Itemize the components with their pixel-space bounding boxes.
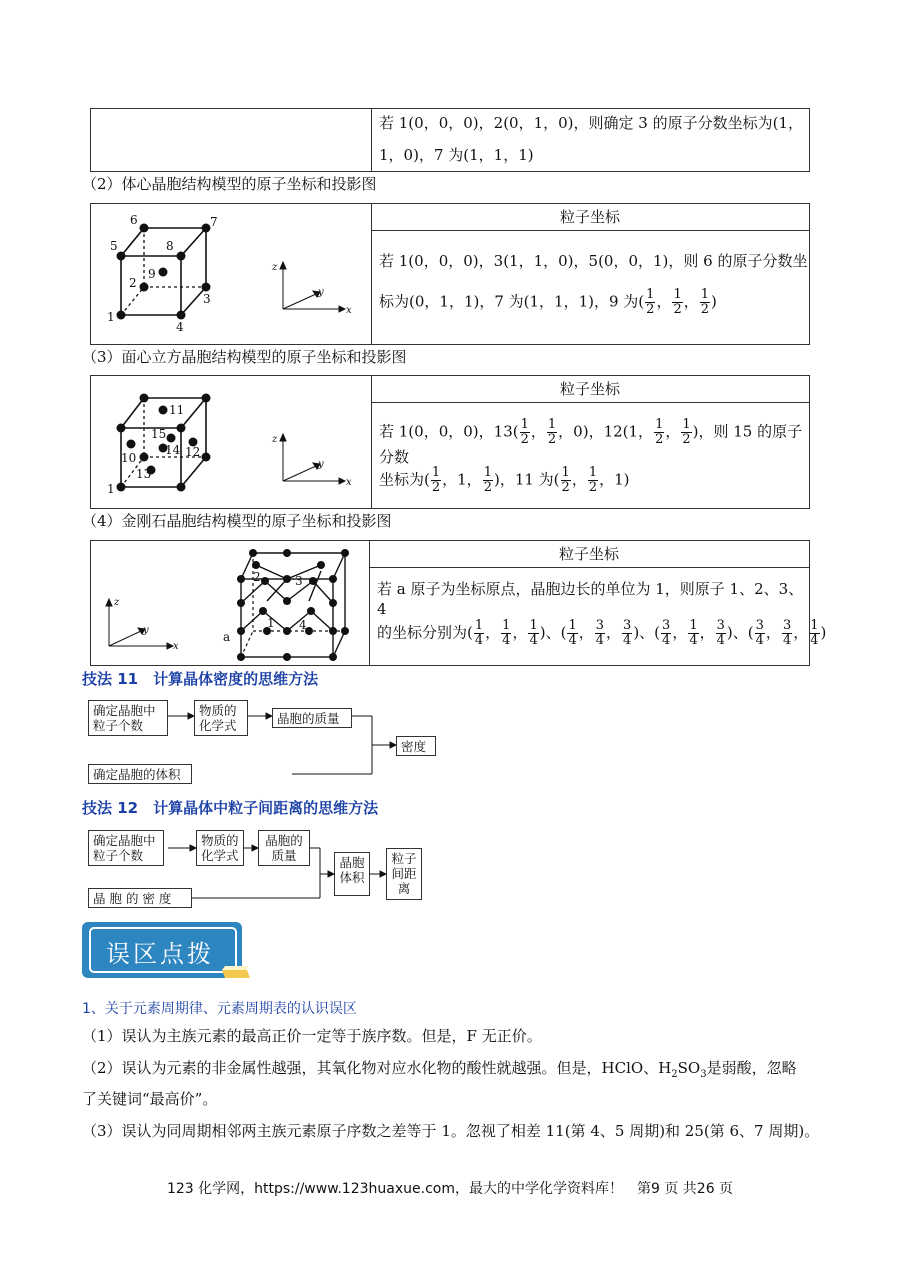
atom-label-2: 2 <box>253 570 261 584</box>
svg-text:x: x <box>173 641 179 652</box>
table-3-image-cell <box>91 376 372 508</box>
atom-label-4: 4 <box>176 320 184 334</box>
fcc-cell-diagram <box>91 376 371 510</box>
atom-label-13: 13 <box>136 467 152 481</box>
atom-label-10: 10 <box>121 451 137 465</box>
atom-label-11: 11 <box>169 403 185 417</box>
section-3-title: （3）面心立方晶胞结构模型的原子坐标和投影图 <box>82 348 407 366</box>
flow12-box-density: 晶 胞 的 密 度 <box>88 888 192 908</box>
flow12-box-count: 确定晶胞中粒子个数 <box>88 830 164 866</box>
section-4-title: （4）金刚石晶胞结构模型的原子坐标和投影图 <box>82 512 392 530</box>
table-4-header: 粒子坐标 <box>369 541 809 568</box>
flow12-box-mass: 晶胞的质量 <box>258 830 310 866</box>
flow12-box-distance: 粒子间距离 <box>386 848 422 900</box>
table-3-text-line2: 坐标为( $\frac{1}{2}$ ，1， $\frac{1}{2}$ )，11 为( $\frac{1}{2}$ ， $\frac{1}{2}$ ，1) <box>379 465 630 495</box>
svg-text:z: z <box>114 597 120 608</box>
atom-label-7: 7 <box>210 215 218 229</box>
banner-title: 误区点拨 <box>106 940 214 968</box>
bcc-cell-diagram <box>91 204 371 346</box>
misconception-banner <box>82 922 252 982</box>
table-2-text-line1: 若 1(0，0，0)，3(1，1，0)，5(0，0，1)，则 6 的原子分数坐 <box>379 252 808 270</box>
table-2-header: 粒子坐标 <box>371 204 809 231</box>
table-1-image-cell <box>91 109 372 171</box>
section-2-title: （2）体心晶胞结构模型的原子坐标和投影图 <box>82 175 377 193</box>
table-1 <box>90 108 810 172</box>
misconception-item-2-cont: 了关键词“最高价”。 <box>82 1090 218 1108</box>
atom-label-3: 3 <box>295 574 303 588</box>
flow11-box-mass: 晶胞的质量 <box>272 708 352 728</box>
flow11-box-volume: 确定晶胞的体积 <box>88 764 192 784</box>
svg-text:y: y <box>318 287 324 298</box>
flow12-box-volume: 晶胞体积 <box>334 852 370 896</box>
table-3 <box>90 375 810 509</box>
table-4 <box>90 540 827 666</box>
table-2 <box>90 203 810 345</box>
atom-label-1: 1 <box>267 616 275 630</box>
technique-12-heading: 技法 12 计算晶体中粒子间距离的思维方法 <box>82 799 379 817</box>
svg-text:y: y <box>143 625 149 636</box>
atom-label-5: 5 <box>110 239 118 253</box>
misconception-item-1: （1）误认为主族元素的最高正价一定等于族序数。但是，F 无正价。 <box>82 1027 542 1045</box>
atom-label-1: 1 <box>107 310 115 324</box>
atom-label-8: 8 <box>166 239 174 253</box>
atom-label-1: 1 <box>107 482 115 496</box>
flow12-box-formula: 物质的化学式 <box>196 830 244 866</box>
flow11-box-density: 密度 <box>396 736 436 756</box>
atom-label-3: 3 <box>203 292 211 306</box>
atom-label-14: 14 <box>165 443 181 457</box>
flow11-box-count: 确定晶胞中粒子个数 <box>88 700 168 736</box>
svg-text:x: x <box>346 477 352 488</box>
table-2-text-line2: 标为(0，1，1)，7 为(1，1，1)，9 为( $\frac{1}{2}$ ， $\frac{1}{2}$ ， $\frac{1}{2}$ ) <box>379 287 717 317</box>
svg-text:z: z <box>272 434 278 445</box>
svg-text:x: x <box>346 305 352 316</box>
table-4-text-line1: 若 a 原子为坐标原点，晶胞边长的单位为 1，则原子 1、2、3、4 <box>377 580 804 618</box>
table-2-image-cell <box>91 204 372 344</box>
table-4-text-line2: 的坐标分别为( $\frac{1}{4}$ ， $\frac{1}{4}$ ， $\frac{1}{4}$ )、( $\frac{1}{4}$ ， $\frac{3}{4}$ ， $\frac{3}{4}$ )、( $\frac{3}{4}$ ， $\frac{1}{4}$ ， $\frac{3}{4}$ )、( $\frac{3}{4}$ ， $\frac{3}{4}$ ， $\frac{1}{4}$ ) <box>377 618 827 648</box>
misconception-section-title: 1、关于元素周期律、元素周期表的认识误区 <box>82 1001 357 1017</box>
atom-label-12: 12 <box>185 445 201 459</box>
atom-label-15: 15 <box>151 427 167 441</box>
misconception-item-2: （2）误认为元素的非金属性越强，其氧化物对应水化物的酸性就越强。但是，HClO、$H_2SO_3$是弱酸，忽略 <box>82 1059 797 1080</box>
table-1-text-line2: 1，0)，7 为(1，1，1) <box>379 146 534 164</box>
atom-label-2: 2 <box>129 276 137 290</box>
flow11-box-formula: 物质的化学式 <box>194 700 248 736</box>
atom-label-9: 9 <box>148 267 156 281</box>
atom-label-4: 4 <box>299 618 307 632</box>
technique-11-heading: 技法 11 计算晶体密度的思维方法 <box>82 670 319 688</box>
table-1-text-line1: 若 1(0，0，0)，2(0，1，0)，则确定 3 的原子分数坐标为(1， <box>379 114 804 132</box>
diamond-cell-diagram <box>91 541 369 667</box>
page-footer: 123 化学网，https://www.123huaxue.com，最大的中学化学资料库！ 第9 页 共26 页 <box>166 1181 734 1197</box>
table-4-image-cell <box>91 541 370 665</box>
atom-label-6: 6 <box>130 213 138 227</box>
table-3-text-line1: 若 1(0，0，0)，13( $\frac{1}{2}$ ， $\frac{1}{2}$ ，0)，12(1， $\frac{1}{2}$ ， $\frac{1}{2}$ )，则 15 的原子分数 <box>379 417 803 466</box>
atom-label-a: a <box>223 630 231 644</box>
svg-text:y: y <box>318 459 324 470</box>
misconception-item-3: （3）误认为同周期相邻两主族元素原子序数之差等于 1。忽视了相差 11(第 4、5 周期)和 25(第 6、7 周期)。 <box>82 1122 820 1140</box>
svg-text:z: z <box>272 262 278 273</box>
table-3-header: 粒子坐标 <box>371 376 809 403</box>
